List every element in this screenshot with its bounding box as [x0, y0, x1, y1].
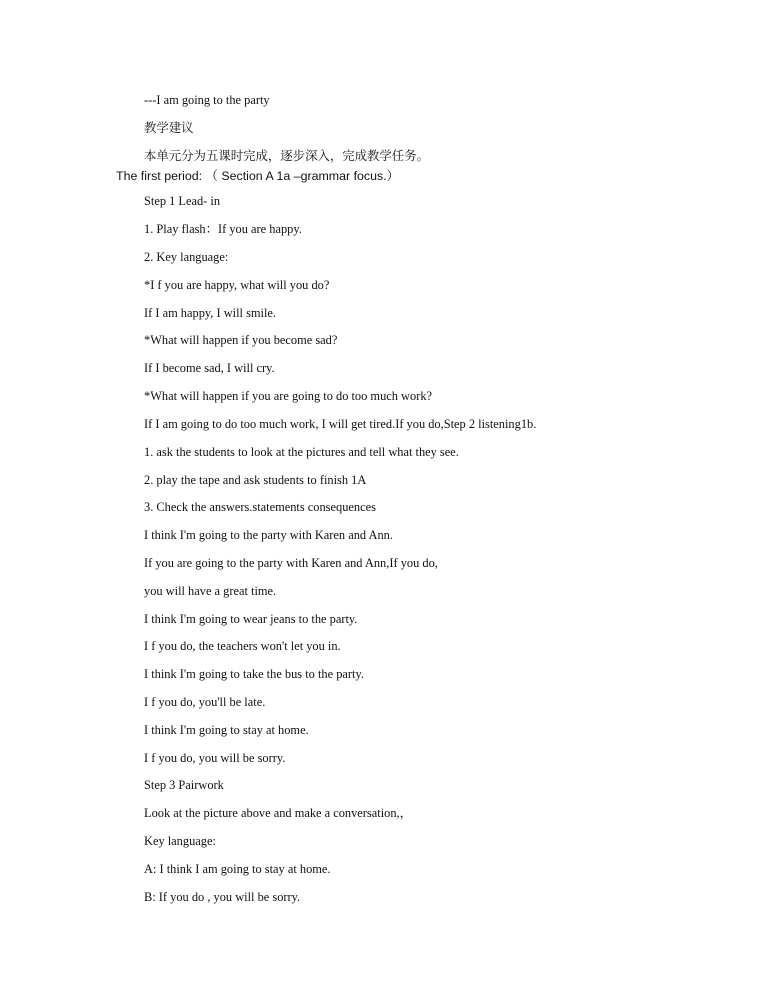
text-line: I f you do, you'll be late.: [144, 695, 266, 709]
text-line: *What will happen if you become sad?: [144, 333, 338, 347]
text-line: 2. play the tape and ask students to finish 1A: [144, 473, 367, 487]
text-line: I think I'm going to take the bus to the party.: [144, 667, 364, 681]
text-line: I think I'm going to wear jeans to the party.: [144, 612, 358, 626]
text-line: I f you do, the teachers won't let you in.: [144, 639, 341, 653]
text-line: 2. Key language:: [144, 250, 229, 264]
text-line: A: I think I am going to stay at home.: [144, 862, 331, 876]
text-line: Look at the picture above and make a conversation,，: [144, 806, 413, 820]
unit-subtitle: ---I am going to the party: [144, 93, 270, 107]
text-line: Key language:: [144, 834, 216, 848]
text-line: you will have a great time.: [144, 584, 277, 598]
teaching-suggestion-heading: 教学建议: [144, 121, 194, 135]
text-line: *What will happen if you are going to do too much work?: [144, 389, 433, 403]
text-line: B: If you do , you will be sorry.: [144, 890, 301, 904]
period-heading: The first period: （ Section A 1a –grammar focus.）: [116, 169, 400, 183]
text-line: If you are going to the party with Karen and Ann,If you do,: [144, 556, 438, 570]
text-line: If I become sad, I will cry.: [144, 361, 275, 375]
text-line: I f you do, you will be sorry.: [144, 751, 286, 765]
text-line: I think I'm going to stay at home.: [144, 723, 309, 737]
text-line: If I am going to do too much work, I will get tired.If you do,Step 2 listening1b.: [144, 417, 537, 431]
text-line: 3. Check the answers.statements consequences: [144, 500, 376, 514]
text-line: 1. Play flash：If you are happy.: [144, 222, 302, 236]
teaching-plan-text: 本单元分为五课时完成，逐步深入，完成教学任务。: [144, 149, 429, 163]
step-heading: Step 3 Pairwork: [144, 778, 224, 792]
text-line: 1. ask the students to look at the pictures and tell what they see.: [144, 445, 459, 459]
text-line: If I am happy, I will smile.: [144, 306, 277, 320]
step-heading: Step 1 Lead- in: [144, 194, 221, 208]
text-line: I think I'm going to the party with Karen and Ann.: [144, 528, 393, 542]
text-line: *I f you are happy, what will you do?: [144, 278, 330, 292]
